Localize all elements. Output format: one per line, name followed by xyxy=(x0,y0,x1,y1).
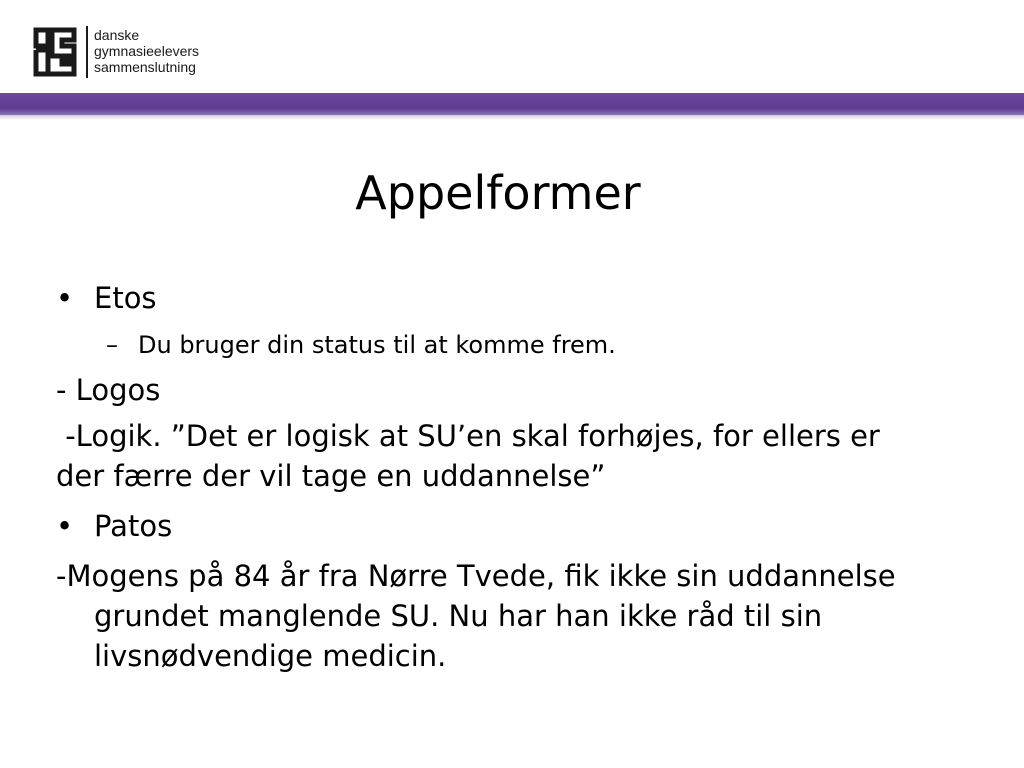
bullet-text: Patos xyxy=(94,509,173,543)
bullet-icon: • xyxy=(56,281,74,315)
bullet-icon: • xyxy=(56,509,74,543)
logo-divider xyxy=(86,26,88,78)
sub-item-text: Du bruger din status til at komme frem. xyxy=(138,331,616,359)
paragraph-logos: - Logos xyxy=(56,373,161,407)
bullet-item-patos xyxy=(56,504,956,548)
paragraph-logik: -Logik. ”Det er logisk at SU’en skal forhøjes, for ellers er der færre der vil tage en uddannelse” xyxy=(56,419,890,493)
bullet-item-etos xyxy=(56,276,956,320)
header-accent-shadow xyxy=(0,115,1024,120)
logo-line-1: danske xyxy=(94,27,140,43)
logo-line-2: gymnasieelevers xyxy=(94,43,200,59)
dgs-logo xyxy=(32,26,199,78)
logo-line-3: sammenslutning xyxy=(94,59,196,75)
dash-icon: – xyxy=(106,331,118,359)
logo-wordmark xyxy=(94,27,199,75)
slide-body xyxy=(56,276,956,676)
slide-title: Appelformer xyxy=(355,166,641,220)
sub-item-etos xyxy=(56,326,956,364)
header-accent-bar xyxy=(0,93,1024,115)
paragraph-mogens: -Mogens på 84 år fra Nørre Tvede, fik ikke sin uddannelse grundet manglende SU. Nu har han ikke råd til sin livsnødvendige medicin. xyxy=(56,559,896,673)
dgs-logo-mark-icon xyxy=(32,26,78,78)
bullet-text: Etos xyxy=(94,281,157,315)
